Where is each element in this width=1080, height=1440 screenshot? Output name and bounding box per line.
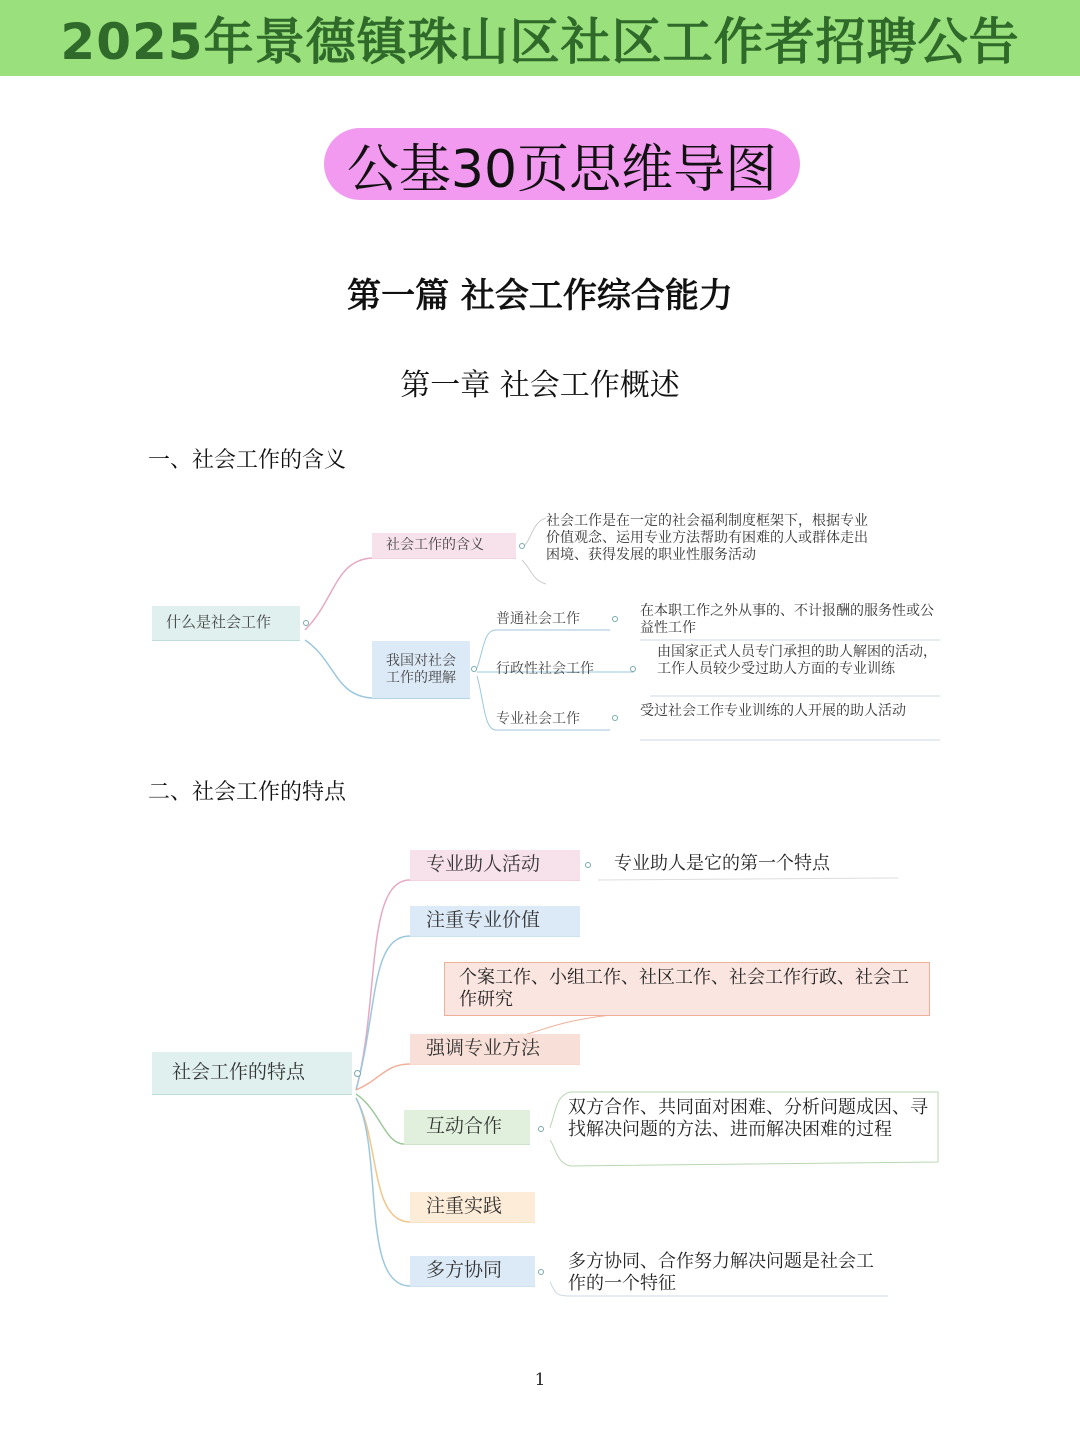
feature-values-node [410, 906, 580, 936]
feature-helping-node [410, 850, 580, 880]
feature-interaction-label: 互动合作 [426, 1115, 503, 1138]
feature-practice-label: 注重实践 [426, 1195, 503, 1218]
feature-interaction-node [404, 1110, 530, 1144]
collapse-dot-icon [354, 1070, 361, 1077]
feature-interaction-desc: 双方合作、共同面对困难、分析问题成因、寻找解决问题的方法、进而解决困难的过程 [568, 1097, 928, 1140]
section2-heading: 二、社会工作的特点 [148, 780, 347, 805]
feature-collaboration-label: 多方协同 [426, 1259, 503, 1282]
banner-title: 2025年景德镇珠山区社区工作者招聘公告 [60, 13, 1020, 71]
feature-collaboration-desc: 多方协同、合作努力解决问题是社会工作的一个特征 [568, 1251, 874, 1294]
type-professional-label: 专业社会工作 [496, 710, 580, 727]
section2-root-node [152, 1052, 352, 1094]
page-number: 1 [534, 1370, 546, 1390]
collapse-dot-icon [303, 620, 309, 626]
type-admin-label: 行政性社会工作 [496, 660, 594, 677]
type-general-node [496, 608, 610, 630]
type-admin-node [496, 658, 630, 680]
feature-helping-label: 专业助人活动 [426, 853, 541, 876]
part-title: 第一篇 社会工作综合能力 [347, 276, 733, 316]
type-professional-node [496, 708, 610, 730]
meaning-node-label: 社会工作的含义 [386, 537, 484, 554]
type-admin-desc: 由国家正式人员专门承担的助人解困的活动，工作人员较少受过助人方面的专业训练 [657, 644, 937, 677]
feature-methods-desc: 个案工作、小组工作、社区工作、社会工作行政、社会工作研究 [444, 962, 930, 1016]
subtitle-text: 公基30页思维导图 [346, 139, 778, 200]
feature-methods-label: 强调专业方法 [426, 1037, 541, 1060]
collapse-dot-icon [471, 666, 477, 672]
type-general-label: 普通社会工作 [496, 610, 580, 627]
type-professional-desc: 受过社会工作专业训练的人开展的助人活动 [640, 703, 906, 719]
chapter-title: 第一章 社会工作概述 [400, 368, 680, 403]
understanding-node-label: 我国对社会工作的理解 [386, 653, 456, 686]
feature-helping-desc: 专业助人是它的第一个特点 [614, 853, 830, 874]
collapse-dot-icon [612, 715, 618, 721]
collapse-dot-icon [538, 1126, 544, 1132]
feature-values-label: 注重专业价值 [426, 909, 541, 932]
understanding-node [372, 641, 470, 698]
collapse-dot-icon [612, 616, 618, 622]
collapse-dot-icon [630, 666, 636, 672]
section1-root-node [152, 606, 300, 640]
collapse-dot-icon [585, 862, 591, 868]
collapse-dot-icon [519, 543, 525, 549]
type-general-desc: 在本职工作之外从事的、不计报酬的服务性或公益性工作 [640, 603, 934, 636]
feature-methods-node [410, 1034, 580, 1064]
meaning-node [372, 533, 516, 558]
section2-root-label: 社会工作的特点 [172, 1061, 306, 1084]
feature-collaboration-node [410, 1256, 535, 1286]
section1-heading: 一、社会工作的含义 [148, 448, 347, 473]
meaning-text: 社会工作是在一定的社会福利制度框架下，根据专业价值观念、运用专业方法帮助有困难的人或群体走出困境、获得发展的职业性服务活动 [546, 513, 868, 563]
section1-root-label: 什么是社会工作 [166, 613, 272, 632]
collapse-dot-icon [538, 1269, 544, 1275]
feature-practice-node [410, 1192, 535, 1222]
